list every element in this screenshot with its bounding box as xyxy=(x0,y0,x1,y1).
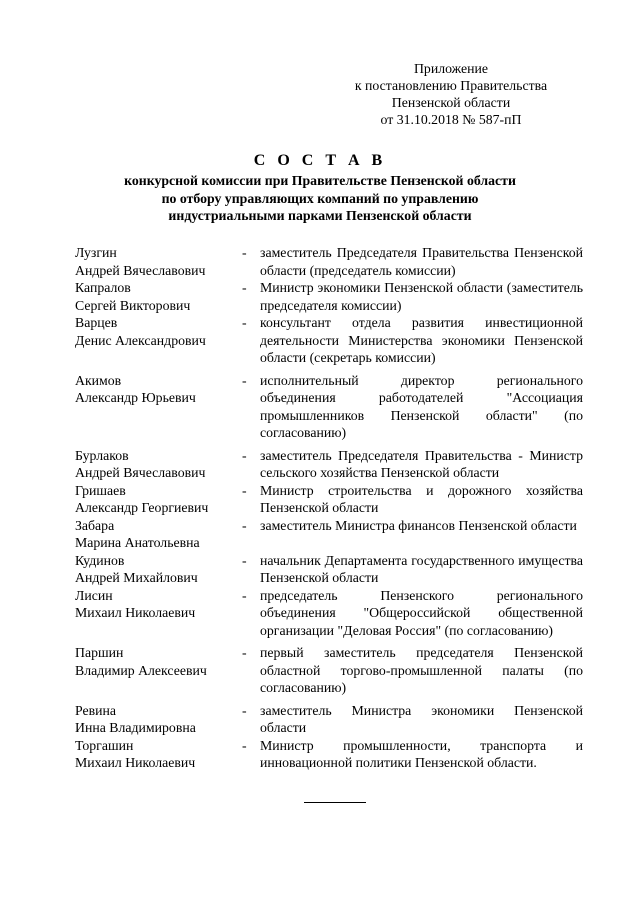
document-title xyxy=(60,150,580,225)
separator-dash: - xyxy=(242,587,247,603)
member-given-name: Александр Георгиевич xyxy=(75,500,209,515)
member-surname: Ревина xyxy=(75,702,117,718)
member-name xyxy=(75,737,239,772)
member-name xyxy=(75,517,239,552)
member-role: исполнительный директор регионального объединения работодателей "Ассоциация промышленников Пензенской области" (по согласованию) xyxy=(260,372,583,440)
member-name xyxy=(75,644,239,697)
member-surname: Гришаев xyxy=(75,482,126,498)
member-role: Министр промышленности, транспорта и инновационной политики Пензенской области. xyxy=(260,737,583,770)
separator-dash: - xyxy=(242,447,247,463)
member-given-name: Андрей Михайлович xyxy=(75,570,198,585)
member-entry xyxy=(75,279,583,314)
member-name xyxy=(75,702,239,737)
member-entry xyxy=(75,737,583,772)
member-name xyxy=(75,587,239,640)
member-surname: Акимов xyxy=(75,372,122,388)
member-surname: Забара xyxy=(75,517,115,533)
member-role: заместитель Министра финансов Пензенской области xyxy=(260,517,577,533)
member-entry xyxy=(75,447,583,482)
member-entry xyxy=(75,314,583,367)
commission-members-list xyxy=(75,244,583,772)
separator-dash: - xyxy=(242,737,247,753)
member-surname: Кудинов xyxy=(75,552,125,568)
member-name xyxy=(75,447,239,482)
member-entry xyxy=(75,482,583,517)
member-surname: Паршин xyxy=(75,645,124,660)
title-heading: С О С Т А В xyxy=(253,152,387,169)
member-role: заместитель Председателя Правительства - Министр сельского хозяйства Пензенской области xyxy=(260,447,583,480)
separator-dash: - xyxy=(242,315,247,330)
resolution-date-number: от 31.10.2018 № 587-пП xyxy=(380,112,522,127)
member-surname: Торгашин xyxy=(75,737,134,753)
member-entry xyxy=(75,552,583,587)
title-line-2: по отбору управляющих компаний по управлению xyxy=(161,190,479,206)
member-given-name: Марина Анатольевна xyxy=(75,535,200,550)
member-entry xyxy=(75,517,583,552)
title-line-1: конкурсной комиссии при Правительстве Пензенской области xyxy=(124,173,516,188)
separator-dash: - xyxy=(242,372,247,388)
appendix-label: Приложение xyxy=(413,61,489,76)
member-surname: Варцев xyxy=(75,315,118,330)
member-surname: Лисин xyxy=(75,587,113,603)
member-role: первый заместитель председателя Пензенской областной торгово-промышленной палаты (по согласованию) xyxy=(260,645,583,695)
separator-dash: - xyxy=(242,552,247,568)
member-name xyxy=(75,482,239,517)
member-entry xyxy=(75,702,583,737)
appendix-header xyxy=(331,60,571,128)
member-role: председатель Пензенского регионального объединения "Общероссийской общественной организации "Деловая Россия" (по согласованию) xyxy=(260,587,583,638)
member-given-name: Андрей Вячеславович xyxy=(75,465,206,480)
member-role: консультант отдела развития инвестиционной деятельности Министерства экономики Пензенской области (секретарь комиссии) xyxy=(260,315,583,365)
member-given-name: Андрей Вячеславович xyxy=(75,262,206,278)
member-surname: Лузгин xyxy=(75,245,117,260)
member-name xyxy=(75,244,239,279)
member-role: Министр строительства и дорожного хозяйства Пензенской области xyxy=(260,482,583,515)
resolution-reference: к постановлению Правительства xyxy=(354,78,548,93)
member-given-name: Сергей Викторович xyxy=(75,297,191,313)
separator-dash: - xyxy=(242,645,247,660)
member-given-name: Инна Владимировна xyxy=(75,720,196,735)
member-role: начальник Департамента государственного имущества Пензенской области xyxy=(260,552,583,585)
member-given-name: Владимир Алексеевич xyxy=(75,662,207,678)
title-line-3: индустриальными парками Пензенской области xyxy=(168,208,472,223)
separator-dash: - xyxy=(242,280,247,295)
separator-dash: - xyxy=(242,702,247,718)
member-role: заместитель Председателя Правительства Пензенской области (председатель комиссии) xyxy=(260,245,583,278)
member-role: Министр экономики Пензенской области (заместитель председателя комиссии) xyxy=(260,280,583,313)
member-name xyxy=(75,279,239,314)
member-entry xyxy=(75,244,583,279)
member-name xyxy=(75,552,239,587)
closing-rule xyxy=(304,802,366,803)
member-given-name: Александр Юрьевич xyxy=(75,390,196,405)
separator-dash: - xyxy=(242,482,247,498)
member-entry xyxy=(75,644,583,697)
member-surname: Бурлаков xyxy=(75,447,129,463)
member-name xyxy=(75,372,239,442)
member-name xyxy=(75,314,239,367)
member-given-name: Михаил Николаевич xyxy=(75,605,196,620)
member-entry xyxy=(75,587,583,640)
separator-dash: - xyxy=(242,517,247,533)
member-entry xyxy=(75,372,583,442)
separator-dash: - xyxy=(242,245,247,260)
member-role: заместитель Министра экономики Пензенской области xyxy=(260,702,583,735)
region-name: Пензенской области xyxy=(391,95,511,110)
member-given-name: Денис Александрович xyxy=(75,332,206,348)
member-given-name: Михаил Николаевич xyxy=(75,755,196,770)
member-surname: Капралов xyxy=(75,280,131,295)
